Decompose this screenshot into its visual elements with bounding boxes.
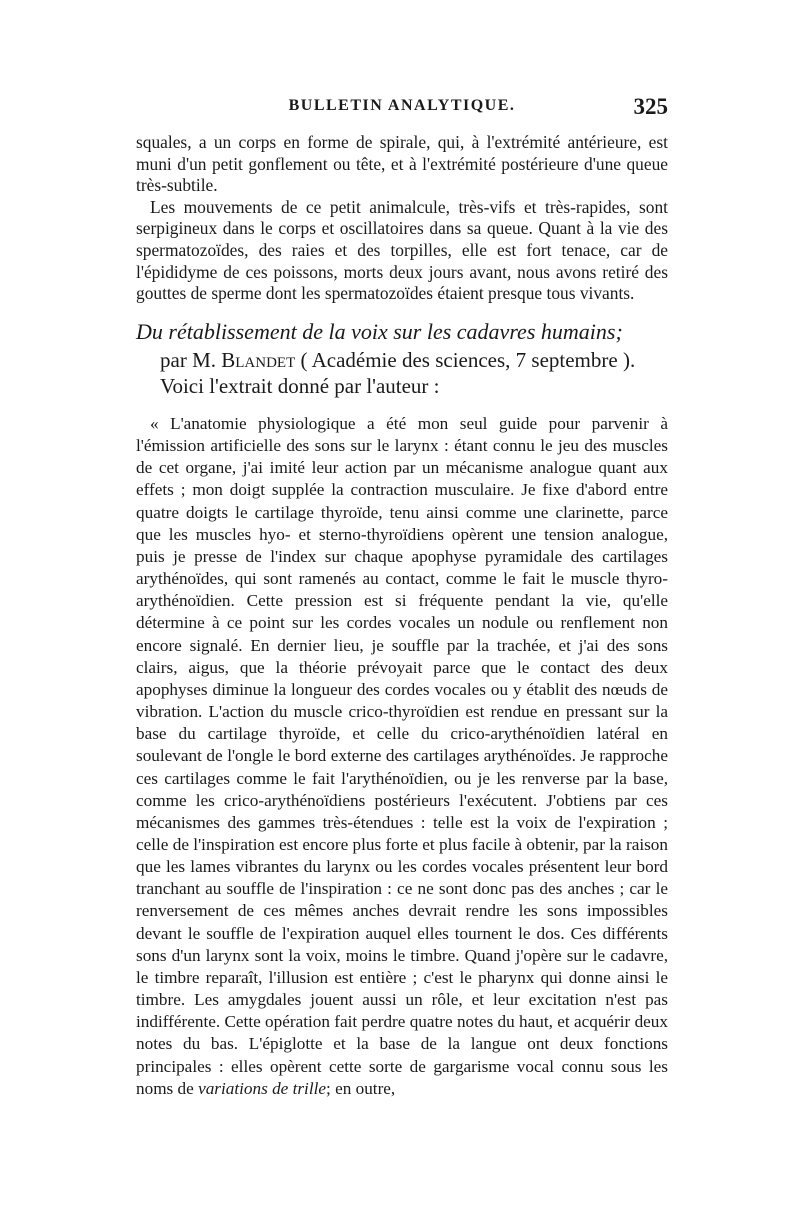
byline-prefix: par M. — [160, 348, 216, 372]
paragraph: Les mouvements de ce petit animalcule, très-vifs et très-rapides, sont serpigineux dans le corps et oscillatoires dans sa queue. Quant à la vie des spermatozoïdes, des raies et des torpilles, elle est fort tenace, car de l'épididyme de ces poissons, morts deux jours avant, nous avons retiré des gouttes de sperme dont les spermatozoïdes étaient presque tous vivants. — [136, 196, 668, 304]
body-text-end: ; en outre, — [326, 1078, 396, 1098]
page-number: 325 — [633, 94, 668, 119]
article-intro: Voici l'extrait donné par l'auteur : — [160, 374, 440, 398]
article-title: Du rétablissement de la voix sur les cadavres humains; — [136, 319, 623, 344]
running-title: BULLETIN ANALYTIQUE. — [288, 97, 516, 114]
article-body — [136, 413, 668, 1100]
author-name: Blandet — [221, 348, 296, 372]
body-italic-term: variations de trille — [198, 1078, 327, 1098]
byline-source: ( Académie des sciences, 7 septembre ). — [300, 348, 636, 372]
paragraph — [136, 413, 668, 1100]
continuation-text — [136, 132, 668, 305]
body-text: « L'anatomie physiologique a été mon seul guide pour parvenir à l'émission artificielle des sons sur le larynx : étant connu le jeu des muscles de cet organe, j'ai imité leur action par un mécanisme analogue quant aux effets ; mon doigt supplée la contraction musculaire. Je fixe d'abord entre quatre doigts le cartilage thyroïde, tenu ainsi comme une clarinette, parce que les muscles hyo- et sterno-thyroïdiens opèrent une tension analogue, puis je presse de l'index sur chaque apophyse pyramidale des cartilages arythénoïdes, qui sont ramenés au contact, comme le fait le muscle thyro-arythénoïdien. Cette pression est si fréquente pendant la vie, qu'elle détermine à ce point sur les cordes vocales un nodule ou renflement non encore signalé. En dernier lieu, je souffle par la trachée, et j'ai des sons clairs, aigus, que la théorie prévoyait parce que le contact des deux apophyses diminue la longueur des cordes vocales ou y établit des nœuds de vibration. L'action du muscle crico-thyroïdien est rendue en pressant sur la base du cartilage thyroïde, et celle du crico-arythénoïdien latéral en soulevant de l'ongle le bord externe des cartilages arythénoïdes. Je rapproche ces cartilages comme le fait l'arythénoïdien, ou je les renverse par la base, comme les crico-arythénoïdiens postérieurs l'exécutent. J'obtiens par ces mécanismes des gammes très-étendues : telle est la voix de l'expiration ; celle de l'inspiration est encore plus forte et plus facile à obtenir, par la raison que les lames vibrantes du larynx ou les cordes vocales présentent leur bord tranchant au souffle de l'inspiration : ce ne sont donc pas des anches ; car le renversement de ces mêmes anches devrait rendre les sons impossibles devant le souffle de l'expiration auquel elles tournent le dos. Ces différents sons d'un larynx sont la voix, moins le timbre. Quand j'opère sur le cadavre, le timbre reparaît, l'illusion est entière ; c'est le pharynx qui donne ainsi le timbre. Les amygdales jouent aussi un rôle, et leur excitation n'est pas indifférente. Cette opération fait perdre quatre notes du haut, et acquérir deux notes du bas. L'épiglotte et la base de la langue ont deux fonctions principales : elles opèrent cette sorte de gargarisme vocal connu sous les noms de — [136, 414, 668, 1098]
paragraph: squales, a un corps en forme de spirale, qui, à l'extrémité antérieure, est muni d'un petit gonflement ou tête, et à l'extrémité postérieure d'une queue très-subtile. — [136, 132, 668, 196]
page-header — [136, 94, 668, 123]
